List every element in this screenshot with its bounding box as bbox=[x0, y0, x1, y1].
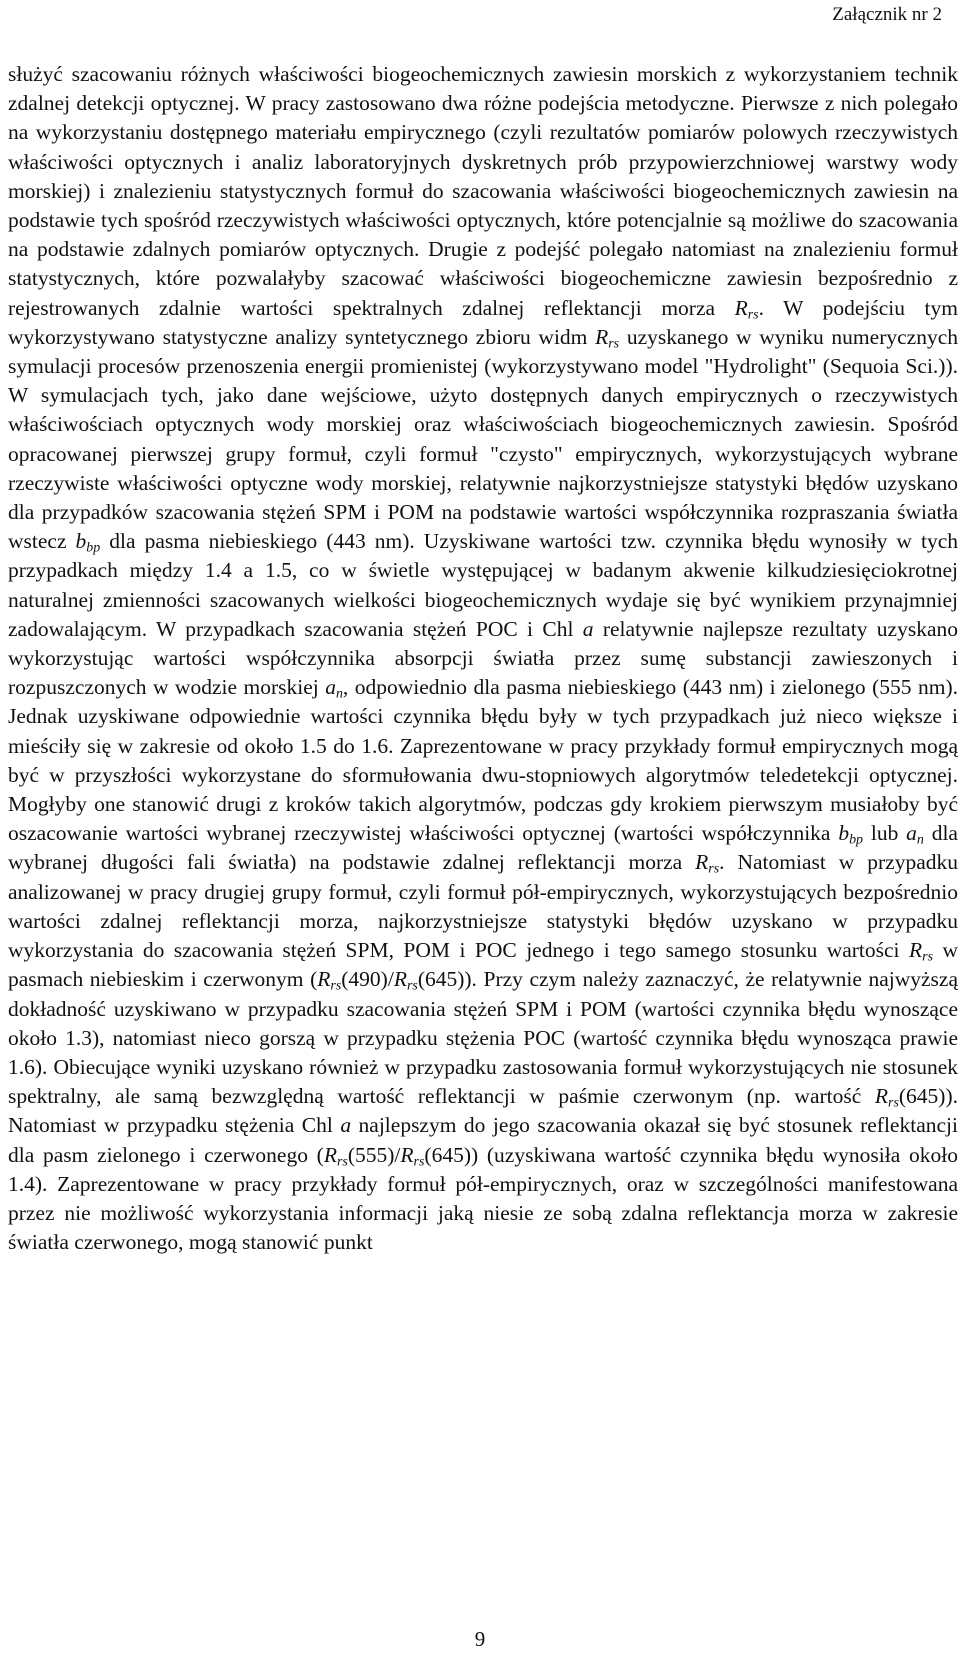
symbol-subscript: rs bbox=[747, 307, 759, 323]
symbol: R bbox=[734, 295, 748, 320]
symbol-subscript: rs bbox=[330, 978, 342, 994]
subscript bbox=[337, 1154, 348, 1169]
subscript bbox=[330, 979, 341, 994]
subscript bbox=[407, 979, 418, 994]
text-run: uzyskanego w wyniku numerycznych symulacji procesów przenoszenia energii promienistej (wykorzystywano model "Hydrolight" (Sequoia Sci.)). W symulacjach tych, jako dane wejściowe, użyto dostępnych danych empirycznych o rzeczywistych właściwościach optycznych wody morskiej oraz właściwościach biogeochemicznych zawiesin. Spośród opracowanej pierwszej grupy formuł, czyli formuł "czysto" empirycznych, wykorzystujących wybrane rzeczywiste właściwości optyczne wody morskiej, relatywnie najkorzystniejsze statystyki błędów uzyskano dla przypadków szacowania stężeń SPM i POM na podstawie wartości współczynnika rozpraszania światła wstecz bbox=[8, 324, 958, 554]
symbol: a bbox=[340, 1113, 352, 1138]
symbol: R bbox=[393, 967, 407, 992]
text-run: (555)/ bbox=[347, 1142, 401, 1167]
subscript bbox=[336, 687, 343, 702]
symbol-subscript: rs bbox=[406, 978, 418, 994]
text-run: dla wybranej długości fali światła) na podstawie zdalnej reflektancji morza bbox=[8, 821, 958, 875]
symbol: R bbox=[695, 850, 709, 875]
text-run: , odpowiednio dla pasma niebieskiego (443 nm) i zielonego (555 nm). Jednak uzyskiwane odpowiednie wartości czynnika błędu były w tych przypadkach już nieco większe i mieściły się w zakresie od około 1.5 do 1.6. Zaprezentowane w pracy przykłady formuł empirycznych mogą być w przyszłości wykorzystane do sformułowania dwu-stopniowych algorytmów teledetekcji optycznej. Mogłyby one stanowić drugi z kroków takich algorytmów, podczas gdy krokiem pierwszym musiałoby być oszacowanie wartości wybranej rzeczywistej właściwości optycznej (wartości współczynnika bbox=[8, 675, 959, 846]
symbol-subscript: rs bbox=[922, 949, 934, 965]
text-run: (645)). Natomiast w przypadku stężenia Chl bbox=[8, 1084, 958, 1138]
subscript bbox=[922, 950, 933, 965]
subscript bbox=[917, 833, 924, 848]
text-run: w pasmach niebieskim i czerwonym ( bbox=[8, 938, 959, 992]
text-run: najlepszym do jego szacowania okazał się być stosunek reflektancji dla pasm zielonego i czerwonego ( bbox=[8, 1113, 958, 1167]
text-run: (645)). Przy czym należy zaznaczyć, że relatywnie najwyższą dokładność uzyskiwano w przypadku szacowania stężeń SPM i POM (wartości czynnika błędu wynoszące około 1.3), natomiast nieco gorszą w przypadku stężenia POC (wartość czynnika błędu wynosząca prawie 1.6). Obiecujące wyniki uzyskano również w przypadku zastosowania formuł wykorzystujących nie stosunek spektralny, ale samą bezwzględną wartość reflektancji w paśmie czerwonym (np. wartość bbox=[8, 967, 958, 1109]
text-run: służyć szacowaniu różnych właściwości biogeochemicznych zawiesin morskich z wykorzystaniem technik zdalnej detekcji optycznej. W pracy zastosowano dwa różne podejścia metodyczne. Pierwsze z nich polegało na wykorzystaniu dostępnego materiału empirycznego (czyli rezultatów pomiarów polowych rzeczywistych właściwości optycznych i analiz laboratoryjnych dyskretnych prób przypowierzchniowej warstwy wody morskiej) i znalezieniu statystycznych formuł do szacowania właściwości biogeochemicznych zawiesin na podstawie tych spośród rzeczywistych właściwości optycznych, które potencjalnie są możliwe do szacowania na podstawie zdalnych pomiarów optycznych. Drugie z podejść polegało natomiast na znalezieniu formuł statystycznych, które pozwalałyby szacować właściwości biogeochemiczne zawiesin bezpośrednio z rejestrowanych zdalnie wartości spektralnych zdalnej reflektancji morza bbox=[8, 62, 958, 320]
page-header: Załącznik nr 2 bbox=[832, 4, 942, 25]
symbol: R bbox=[909, 938, 923, 963]
symbol-subscript: rs bbox=[708, 861, 720, 877]
text-run: . W podejściu tym wykorzystywano statystyczne analizy syntetycznego zbioru widm bbox=[8, 295, 958, 349]
subscript bbox=[748, 307, 759, 322]
subscript bbox=[608, 336, 619, 351]
symbol-subscript: n bbox=[335, 686, 343, 702]
text-run: dla pasma niebieskiego (443 nm). Uzyskiwane wartości tzw. czynnika błędu wynosiły w tych przypadkach między 1.4 a 1.5, co w świetle występującej w badanym akwenie kilkudziesięciokrotnej naturalnej zmienności szacowanych wielkości biogeochemicznych wydaje się być wynikiem przynajmniej zadowalającym. W przypadkach szacowania stężeń POC i Chl bbox=[8, 529, 959, 641]
symbol-subscript: rs bbox=[413, 1154, 425, 1169]
symbol: R bbox=[874, 1084, 889, 1109]
symbol-subscript: rs bbox=[608, 336, 620, 352]
symbol-subscript: bp bbox=[849, 832, 864, 848]
subscript bbox=[888, 1096, 899, 1111]
subscript bbox=[849, 833, 863, 848]
text-run: lub bbox=[863, 821, 907, 846]
symbol: R bbox=[595, 324, 609, 349]
text-run: (490)/ bbox=[341, 967, 394, 992]
symbol: R bbox=[323, 1142, 337, 1167]
symbol: b bbox=[75, 529, 87, 554]
subscript bbox=[708, 862, 719, 877]
symbol: a bbox=[906, 821, 917, 846]
symbol: a bbox=[582, 616, 594, 641]
symbol: R bbox=[317, 967, 331, 992]
symbol-subscript: n bbox=[916, 832, 924, 848]
text-run: (645)) (uzyskiwana wartość czynnika błędu wynosiła około 1.4). Zaprezentowane w pracy przykłady formuł pół-empirycznych, oraz w szczególności manifestowana przez nie możliwość wykorzystania informacji jaką niesie ze sobą zdalna reflektancja morza w zakresie światła czerwonego, mogą stanowić punkt bbox=[8, 1142, 958, 1255]
symbol-subscript: rs bbox=[888, 1095, 899, 1111]
symbol-subscript: rs bbox=[336, 1154, 348, 1169]
symbol: R bbox=[400, 1142, 414, 1167]
body-paragraph bbox=[8, 60, 958, 1257]
text-run: . Natomiast w przypadku analizowanej w pracy drugiej grupy formuł, czyli formuł pół-empirycznych, wykorzystujących bezpośrednio wartości zdalnej reflektancji morza, najkorzystniejsze statystyki błędów uzyskano w przypadku wykorzystania do szacowania stężeń SPM, POM i POC jednego i tego samego stosunku wartości bbox=[8, 850, 958, 963]
symbol-subscript: bp bbox=[86, 540, 101, 556]
subscript bbox=[86, 541, 100, 556]
text-run: relatywnie najlepsze rezultaty uzyskano wykorzystując wartości współczynnika absorpcji światła przez sumę substancji zawieszonych i rozpuszczonych w wodzie morskiej bbox=[8, 616, 958, 700]
page-number: 9 bbox=[474, 1627, 486, 1651]
symbol: b bbox=[838, 821, 850, 846]
symbol: a bbox=[325, 675, 336, 700]
subscript bbox=[414, 1154, 425, 1169]
